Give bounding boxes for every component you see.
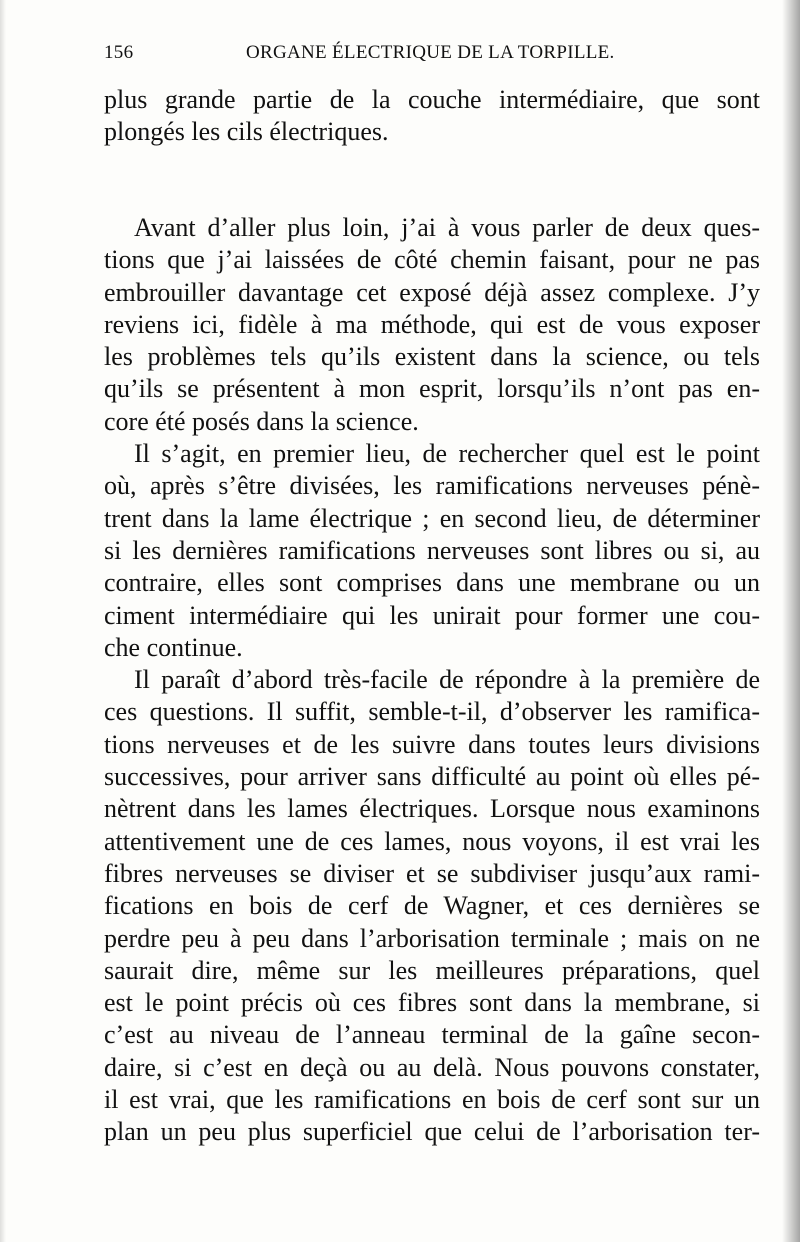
text-line: est le point précis où ces fibres sont dans la membrane, si <box>104 988 760 1018</box>
running-title: ORGANE ÉLECTRIQUE DE LA TORPILLE. <box>246 42 615 63</box>
text-line: attentivement une de ces lames, nous voyons, il est vrai les <box>104 826 760 856</box>
text-line: tions que j’ai laissées de côté chemin faisant, pour ne pas <box>104 245 760 275</box>
text-line: Il paraît d’abord très-facile de répondre à la première de <box>134 665 760 695</box>
paragraph <box>104 212 760 438</box>
paragraph-continuation <box>104 84 760 149</box>
text-line: si les dernières ramifications nerveuses sont libres ou si, au <box>104 535 760 565</box>
text-line: core été posés dans la science. <box>104 406 419 436</box>
text-line: che continue. <box>104 632 243 662</box>
text-line: c’est au niveau de l’anneau terminal de la gaîne secon- <box>104 1020 760 1050</box>
text-line: fications en bois de cerf de Wagner, et ces dernières se <box>104 891 760 921</box>
text-line: contraire, elles sont comprises dans une membrane ou un <box>104 568 760 598</box>
text-line: Il s’agit, en premier lieu, de rechercher quel est le point <box>134 439 760 469</box>
text-line: successives, pour arriver sans difficulté au point où elles pé- <box>104 762 760 792</box>
text-line: perdre peu à peu dans l’arborisation terminale ; mais on ne <box>104 923 760 953</box>
text-line: embrouiller davantage cet exposé déjà assez complexe. J’y <box>104 277 760 307</box>
paragraph <box>104 438 760 664</box>
text-line: nètrent dans les lames électriques. Lorsque nous examinons <box>104 794 760 824</box>
text-line: où, après s’être divisées, les ramifications nerveuses pénè- <box>104 471 760 501</box>
page-left-shadow <box>0 0 6 1242</box>
text-line: plus grande partie de la couche intermédiaire, que sont <box>104 85 760 114</box>
text-line: trent dans la lame électrique ; en second lieu, de déterminer <box>104 503 760 533</box>
page-right-shadow <box>782 0 800 1242</box>
text-line: daire, si c’est en deçà ou au delà. Nous pouvons constater, <box>104 1052 760 1082</box>
main-text <box>104 212 760 1149</box>
text-line: les problèmes tels qu’ils existent dans la science, ou tels <box>104 342 760 372</box>
text-line: il est vrai, que les ramifications en bois de cerf sont sur un <box>104 1085 760 1115</box>
text-line: qu’ils se présentent à mon esprit, lorsqu’ils n’ont pas en- <box>104 374 760 404</box>
text-line: plongés les cils électriques. <box>104 117 389 147</box>
text-line: tions nerveuses et de les suivre dans toutes leurs divisions <box>104 729 760 759</box>
paragraph <box>104 664 760 1148</box>
text-line: reviens ici, fidèle à ma méthode, qui est de vous exposer <box>104 309 760 339</box>
text-line: fibres nerveuses se diviser et se subdiviser jusqu’aux rami- <box>104 858 760 888</box>
running-header <box>104 42 744 70</box>
page-number: 156 <box>104 42 134 63</box>
text-line: saurait dire, même sur les meilleures préparations, quel <box>104 955 760 985</box>
text-line: plan un peu plus superficiel que celui de l’arborisation ter- <box>104 1117 760 1147</box>
text-line: ciment intermédiaire qui les unirait pour former une cou- <box>104 600 760 630</box>
text-line: Avant d’aller plus loin, j’ai à vous parler de deux ques- <box>134 213 760 242</box>
text-line: ces questions. Il suffit, semble-t-il, d’observer les ramifica- <box>104 697 760 727</box>
